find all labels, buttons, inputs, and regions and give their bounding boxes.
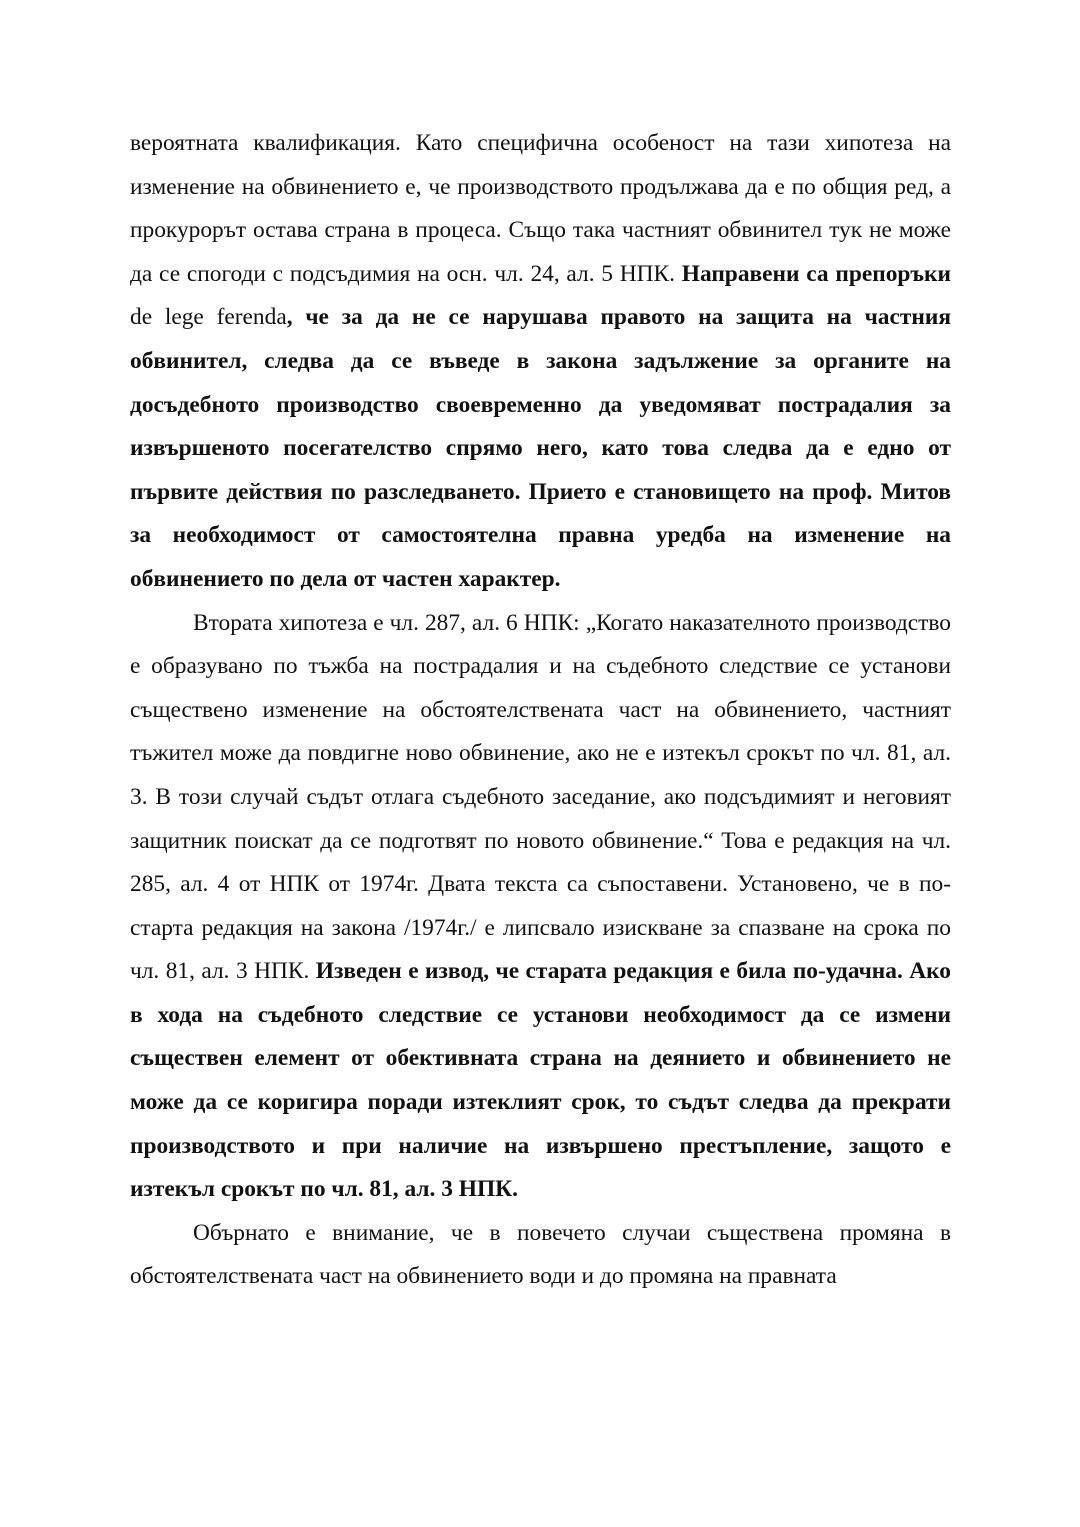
paragraph-second-hypothesis — [130, 602, 951, 1212]
text-run: Втората хипотеза е чл. 287, ал. 6 НПК: „Когато наказателното производство е образувано по тъжба на пострадалия и на съдебното следствие се установи съществено изменение на обстоятелствената част на обвинението, частният тъжител може да повдигне ново обвинение, ако не е изтекъл срокът по чл. 81, ал. 3. В този случай съдът отлага съдебното заседание, ако подсъдимият и неговият защитник поискат да се подготвят по новото обвинение.“ Това е редакция на чл. 285, ал. 4 от НПК от 1974г. Двата текста са съпоставени. Установено, че в по-старта редакция на закона /1974г./ е липсвало изискване за спазване на срока по чл. 81, ал. 3 НПК. — [130, 609, 951, 985]
paragraph-qualification — [130, 122, 951, 602]
text-run: Обърнато е внимание, че в повечето случаи съществена промяна в обстоятелствената част на обвинението води и до промяна на правната — [130, 1219, 951, 1290]
bold-text-run: Направени са препоръки — [681, 260, 951, 287]
bold-text-run: Изведен е извод, че старата редакция е била по-удачна. Ако в хода на съдебното следствие се установи необходимост да се измени съществен елемент от обективната страна на деянието и обвинението не може да се коригира поради изтеклият срок, то съдът следва да прекрати производството и при наличие на извършено престъпление, защото е изтекъл срокът по чл. 81, ал. 3 НПК. — [130, 958, 952, 1203]
text-run: вероятната квалификация. Като специфична особеност на тази хипотеза на изменение на обвинението е, че производството продължава да е по общия ред, а прокурорът остава страна в процеса. Също така частният обвинител тук не може да се спогоди с подсъдимия на осн. чл. 24, ал. 5 НПК. — [130, 130, 951, 287]
document-page — [130, 122, 951, 1299]
text-run-latin-phrase: de lege ferenda — [130, 304, 287, 331]
bold-text-run: , че за да не се нарушава правото на защита на частния обвинител, следва да се въведе в закона задължение за органите на досъдебното производство своевременно да уведомяват пострадалия за извършеното посегателство спрямо него, като това следва да е едно от първите действия по разследването. Прието е становището на проф. Митов за необходимост от самостоятелна правна уредба на изменение на обвинението по дела от частен характер. — [130, 304, 951, 592]
paragraph-attention-note — [130, 1212, 951, 1299]
